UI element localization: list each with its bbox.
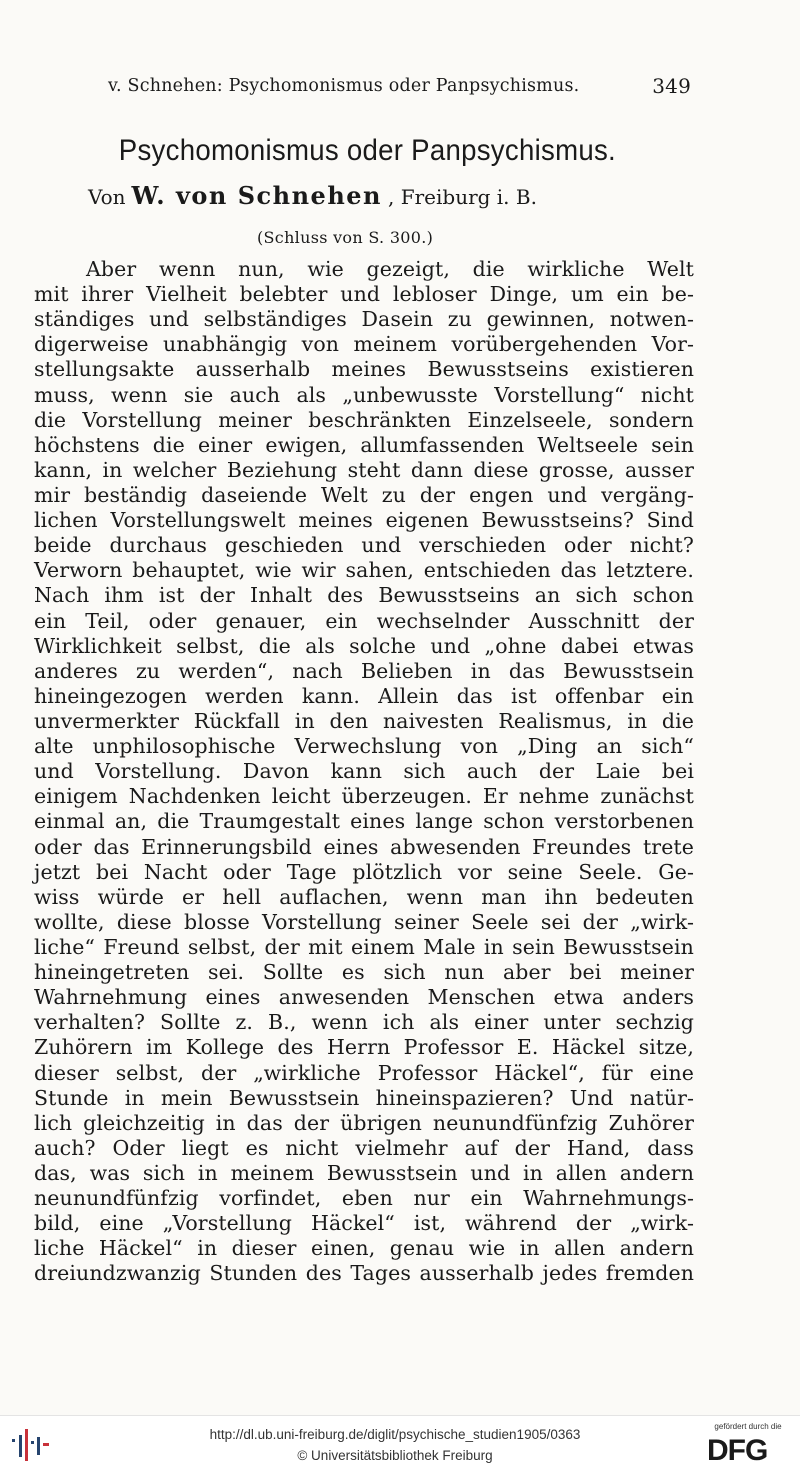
text-line: neunundfünfzig vorfindet, eben nur ein Wahrnehmungs- [34, 1186, 694, 1211]
text-line: Wirklichkeit selbst, die als solche und „ohne dabei etwas [34, 633, 694, 658]
text-line: einigem Nachdenken leicht überzeugen. Er nehme zunächst [34, 784, 694, 809]
text-line: alte unphilosophische Verwechslung von „Ding an sich“ [34, 734, 694, 759]
text-line: dieser selbst, der „wirkliche Professor Häckel“, für eine [34, 1060, 694, 1085]
text-line: die Vorstellung meiner beschränkten Einzelseele, sondern [34, 407, 694, 432]
text-line: digerweise unabhängig von meinem vorübergehenden Vor- [34, 332, 694, 357]
text-line: Verworn behauptet, wie wir sahen, entschieden das letztere. [34, 558, 694, 583]
text-line: unvermerkter Rückfall in den naivesten Realismus, in die [34, 708, 694, 733]
text-line: kann, in welcher Beziehung steht dann diese grosse, ausser [34, 457, 694, 482]
continuation-note: (Schluss von S. 300.) [257, 228, 434, 247]
running-head [108, 74, 693, 100]
text-line: ständiges und selbständiges Dasein zu gewinnen, notwen- [34, 307, 694, 332]
text-line: muss, wenn sie auch als „unbewusste Vorstellung“ nicht [34, 382, 694, 407]
funding-note: gefördert durch die [714, 1422, 782, 1431]
text-line: und Vorstellung. Davon kann sich auch der Laie bei [34, 759, 694, 784]
text-line: beide durchaus geschieden und verschieden oder nicht? [34, 533, 694, 558]
text-line: bild, eine „Vorstellung Häckel“ ist, während der „wirk- [34, 1211, 694, 1236]
text-line: wiss würde er hell auflachen, wenn man ihn bedeuten [34, 884, 694, 909]
text-line: höchstens die einer ewigen, allumfassenden Weltseele sein [34, 432, 694, 457]
text-line: lich gleichzeitig in das der übrigen neunundfünfzig Zuhörer [34, 1110, 694, 1135]
page-number: 349 [652, 74, 691, 98]
text-line: liche“ Freund selbst, der mit einem Male in sein Bewusstsein [34, 934, 694, 959]
text-line: das, was sich in meinem Bewusstsein und in allen andern [34, 1160, 694, 1185]
dfg-badge [703, 1422, 793, 1468]
text-line: mir beständig daseiende Welt zu der engen und vergäng- [34, 482, 694, 507]
byline-affiliation: , Freiburg i. B. [388, 185, 537, 209]
text-line: verhalten? Sollte z. B., wenn ich als einer unter sechzig [34, 1010, 694, 1035]
text-line: einmal an, die Traumgestalt eines lange schon verstorbenen [34, 809, 694, 834]
text-line: liche Häckel“ in dieser einen, genau wie in allen andern [34, 1236, 694, 1261]
text-line: oder das Erinnerungsbild eines abwesenden Freundes trete [34, 834, 694, 859]
text-line: hineingezogen werden kann. Allein das ist offenbar ein [34, 683, 694, 708]
author-name: W. von Schnehen [131, 181, 382, 210]
text-line: ein Teil, oder genauer, ein wechselnder Ausschnitt der [34, 608, 694, 633]
byline-prefix: Von [88, 185, 126, 209]
text-line: Nach ihm ist der Inhalt des Bewusstseins an sich schon [34, 583, 694, 608]
text-line: stellungsakte ausserhalb meines Bewusstseins existieren [34, 357, 694, 382]
document-url-link[interactable]: http://dl.ub.uni-freiburg.de/diglit/psychische_studien1905/0363 [209, 1427, 581, 1442]
text-line: auch? Oder liegt es nicht vielmehr auf der Hand, dass [34, 1135, 694, 1160]
copyright-notice: © Universitätsbibliothek Freiburg [297, 1448, 493, 1463]
text-line: jetzt bei Nacht oder Tage plötzlich vor seine Seele. Ge- [34, 859, 694, 884]
text-line: anderes zu werden“, nach Belieben in das Bewusstsein [34, 658, 694, 683]
article-title: Psychomonismus oder Panpsychismus. [118, 134, 616, 167]
text-line: wollte, diese blosse Vorstellung seiner Seele sei der „wirk- [34, 909, 694, 934]
text-line: hineingetreten sei. Sollte es sich nun aber bei meiner [34, 960, 694, 985]
text-line: Stunde in mein Bewusstsein hineinspazieren? Und natür- [34, 1085, 694, 1110]
text-line: dreiundzwanzig Stunden des Tages ausserhalb jedes fremden [34, 1261, 694, 1286]
text-line: Wahrnehmung eines anwesenden Menschen etwa anders [34, 985, 694, 1010]
body-text [34, 257, 694, 1286]
viewer-footer [0, 1415, 800, 1473]
text-line: Zuhörern im Kollege des Herrn Professor E. Häckel sitze, [34, 1035, 694, 1060]
byline [88, 181, 648, 210]
running-title: v. Schnehen: Psychomonismus oder Panpsychismus. [108, 76, 580, 96]
dfg-logo: DFG [707, 1434, 768, 1467]
text-line: mit ihrer Vielheit belebter und lebloser Dinge, um ein be- [34, 282, 694, 307]
text-line: Aber wenn nun, wie gezeigt, die wirkliche Welt [86, 257, 694, 281]
text-line: lichen Vorstellungswelt meines eigenen Bewusstseins? Sind [34, 508, 694, 533]
